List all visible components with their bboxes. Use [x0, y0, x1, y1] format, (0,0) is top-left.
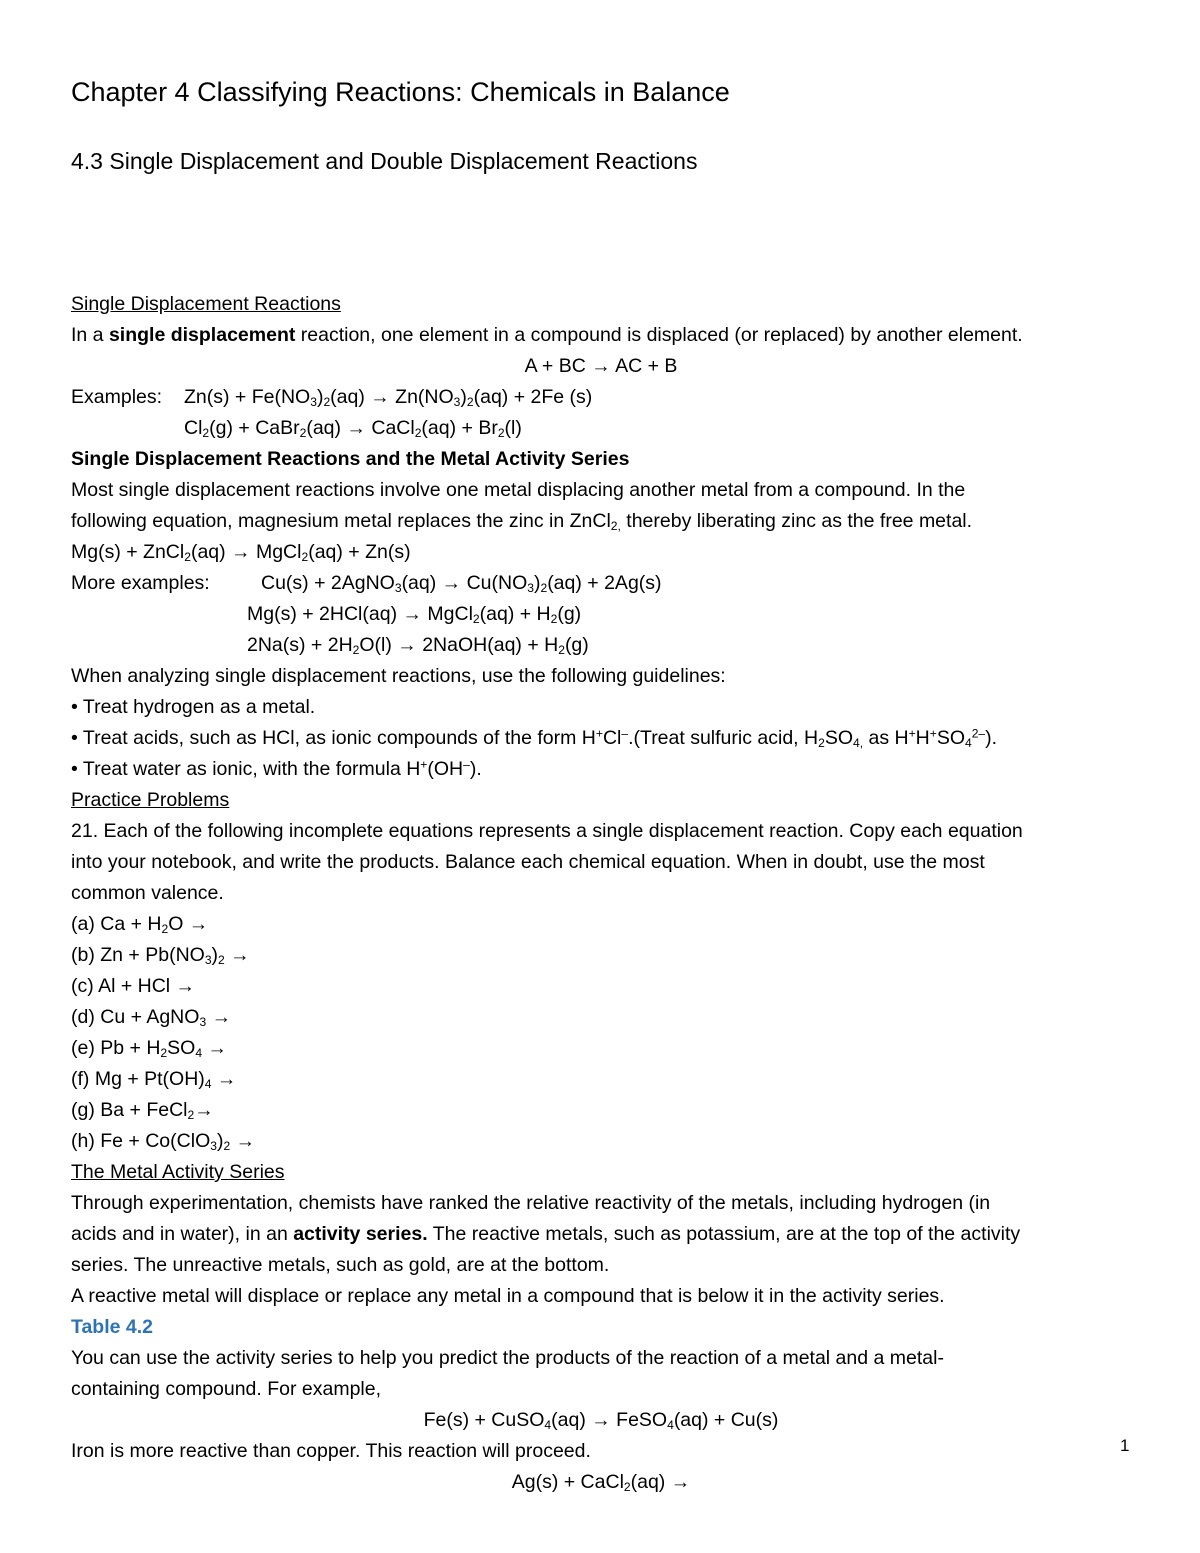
more-example-2: Mg(s) + 2HCl(aq) → MgCl$_2$(aq) + $H_2(g)$	[247, 603, 582, 627]
series-paragraph-line-5: You can use the activity series to help you predict the products of the reaction of a metal and a metal-	[71, 1347, 944, 1369]
equation-mg-zncl2: Mg(s) + ZnCl$_2$(aq) → MgCl$_2$(aq) + Zn(s)	[71, 541, 411, 565]
question-21-line-1: 21. Each of the following incomplete equations represents a single displacement reaction. Copy each equation	[71, 820, 1023, 842]
more-example-3: $2Na(s) + 2H_2O(l)$ → 2NaOH(aq) + $H_2(g)$	[247, 634, 589, 658]
series-paragraph-line-7: Iron is more reactive than copper. This reaction will proceed.	[71, 1440, 591, 1462]
activity-paragraph-line-1: Most single displacement reactions involve one metal displacing another metal from a compound. In the	[71, 479, 966, 501]
problem-d: (d) Cu + AgNO$_3$ →	[71, 1006, 232, 1030]
series-paragraph-line-6: containing compound. For example,	[71, 1378, 382, 1400]
problem-g: (g) Ba + FeCl$_2$→	[71, 1099, 214, 1123]
guidelines-intro: When analyzing single displacement reactions, use the following guidelines:	[71, 665, 726, 687]
example-equation-2: $Cl_2(g)$ + CaBr$_2$(aq) → CaCl$_2$(aq) + $Br_2(l)$	[184, 417, 522, 441]
question-21-line-2: into your notebook, and write the products. Balance each chemical equation. When in doubt, use the most	[71, 851, 985, 873]
guideline-3: • Treat water as ionic, with the formula H+(OH–).	[71, 757, 482, 780]
problem-f: (f) $Mg + Pt(OH)_4$ →	[71, 1068, 237, 1092]
activity-paragraph-line-2: following equation, magnesium metal replaces the zinc in ZnCl$_{2,}$ thereby liberating zinc as the free metal.	[71, 510, 973, 534]
document-body	[71, 289, 1131, 1498]
problem-c: (c) Al + HCl →	[71, 975, 196, 997]
intro-paragraph: In a single displacement reaction, one element in a compound is displaced (or replaced) by another element.	[71, 324, 1023, 346]
more-example-1: More examples: Cu(s) + 2AgNO$_3$(aq) → $Cu(NO_3)_2(aq) + 2Ag(s)$	[71, 572, 662, 596]
problem-b: (b) $Zn + Pb(NO_3)_2$ →	[71, 944, 250, 968]
series-paragraph-line-4: A reactive metal will displace or replace any metal in a compound that is below it in the activity series.	[71, 1285, 945, 1307]
question-21-line-3: common valence.	[71, 882, 224, 904]
guideline-2: • Treat acids, such as HCl, as ionic compounds of the form H+Cl–.(Treat sulfuric acid, $H_2SO_{4,}$ as $H^+H^+SO_4^{2-}$).	[71, 726, 998, 751]
page-number: 1	[1120, 1436, 1130, 1455]
heading-activity-series-section: Single Displacement Reactions and the Metal Activity Series	[71, 448, 630, 470]
equation-ag-cacl2: Ag(s) + CaCl$_2$(aq) →	[511, 1471, 691, 1495]
heading-single-displacement: Single Displacement Reactions	[71, 293, 341, 315]
problem-e: (e) $Pb + H_2SO_4$ →	[71, 1037, 227, 1061]
problem-h: (h) $Fe + Co(ClO_3)_2$ →	[71, 1130, 256, 1154]
general-equation: A + BC → AC + B	[524, 355, 678, 377]
guideline-1: • Treat hydrogen as a metal.	[71, 696, 316, 718]
heading-practice-problems: Practice Problems	[71, 789, 230, 811]
series-paragraph-line-1: Through experimentation, chemists have ranked the relative reactivity of the metals, including hydrogen (in	[71, 1192, 991, 1214]
chapter-title: Chapter 4 Classifying Reactions: Chemicals in Balance	[71, 77, 730, 107]
example-equation-1: Examples: $Zn(s) + Fe(NO_3)_2(aq) \to Zn(NO_3)_2(aq) + 2Fe$ (s)	[71, 386, 593, 410]
problem-a: (a) $Ca + H_2O$ →	[71, 913, 209, 937]
series-paragraph-line-3: series. The unreactive metals, such as gold, are at the bottom.	[71, 1254, 610, 1276]
equation-fe-cuso4: Fe(s) + CuSO$_4$(aq) → FeSO$_4$(aq) + Cu(s)	[423, 1409, 779, 1433]
series-paragraph-line-2: acids and in water), in an activity series. The reactive metals, such as potassium, are at the top of the activity	[71, 1223, 1021, 1245]
heading-metal-activity-series: The Metal Activity Series	[71, 1161, 285, 1183]
document-page	[71, 74, 1131, 1495]
section-title: 4.3 Single Displacement and Double Displacement Reactions	[71, 148, 698, 174]
table-reference-link[interactable]: Table 4.2	[71, 1316, 154, 1338]
